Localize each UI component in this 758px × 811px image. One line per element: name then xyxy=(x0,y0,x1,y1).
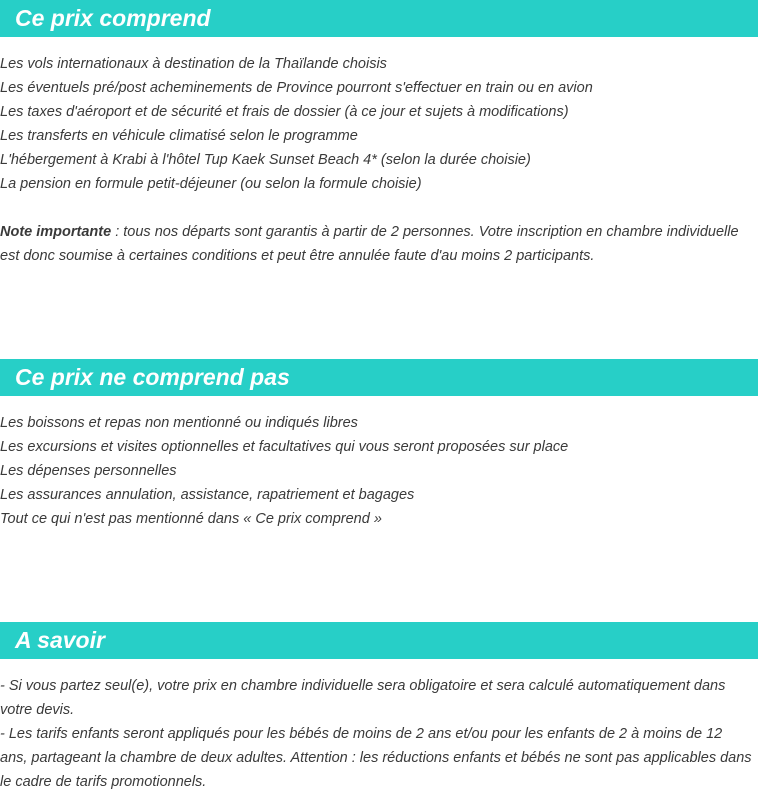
list-item: Tout ce qui n'est pas mentionné dans « Ce prix comprend » xyxy=(0,511,382,527)
list-item: Les excursions et visites optionnelles et facultatives qui vous seront proposées sur place xyxy=(0,439,569,455)
included-title: Ce prix comprend xyxy=(15,5,211,31)
important-note-label: Note importante xyxy=(0,224,112,240)
list-item: Les éventuels pré/post acheminements de Province pourront s'effectuer en train ou en avion xyxy=(0,80,593,96)
info-title: A savoir xyxy=(15,627,105,653)
excluded-title: Ce prix ne comprend pas xyxy=(15,364,290,390)
excluded-list xyxy=(0,411,752,531)
info-header xyxy=(0,622,758,659)
list-item: Les dépenses personnelles xyxy=(0,463,177,479)
list-item: L'hébergement à Krabi à l'hôtel Tup Kaek Sunset Beach 4* (selon la durée choisie) xyxy=(0,152,531,168)
info-paragraph-children: - Les tarifs enfants seront appliqués pour les bébés de moins de 2 ans et/ou pour les enfants de 2 à moins de 12 ans, partageant la chambre de deux adultes. Attention : les réductions enfants et bébés ne sont pas applicables dans le cadre de tarifs promotionnels. xyxy=(0,726,752,790)
list-item: Les assurances annulation, assistance, rapatriement et bagages xyxy=(0,487,415,503)
list-item: La pension en formule petit-déjeuner (ou selon la formule choisie) xyxy=(0,176,422,192)
important-note xyxy=(0,220,752,268)
info-paragraph-solo: - Si vous partez seul(e), votre prix en chambre individuelle sera obligatoire et sera calculé automatiquement dans votre devis. xyxy=(0,678,726,718)
list-item: Les transferts en véhicule climatisé selon le programme xyxy=(0,128,358,144)
list-item: Les taxes d'aéroport et de sécurité et frais de dossier (à ce jour et sujets à modifications) xyxy=(0,104,569,120)
list-item: Les boissons et repas non mentionné ou indiqués libres xyxy=(0,415,358,431)
included-header xyxy=(0,0,758,37)
list-item: Les vols internationaux à destination de la Thaïlande choisis xyxy=(0,56,387,72)
important-note-text: : tous nos départs sont garantis à partir de 2 personnes. Votre inscription en chambre individuelle est donc soumise à certaines conditions et peut être annulée faute d'au moins 2 participants. xyxy=(0,224,739,264)
included-list xyxy=(0,52,752,196)
excluded-header xyxy=(0,359,758,396)
